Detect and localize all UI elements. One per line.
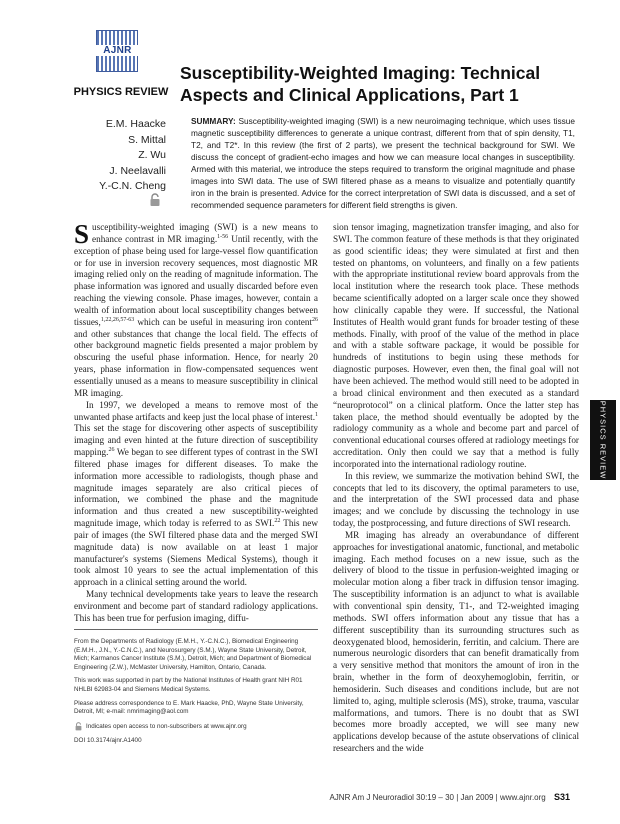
abstract	[191, 115, 575, 211]
page-number: S31	[553, 792, 570, 802]
text-run: and other substances that change the local field. The effects of other background magnetic fields presented a major problem by obscuring the useful phase information. Hence, for nearly 20 years, phase information in flow-compensated sequences went essentially unused as a means to measure susceptibility in clinical MR imaging.	[74, 328, 318, 398]
author: J. Neelavalli	[109, 164, 166, 177]
text-run: This set the stage for discovering other aspects of susceptibility imaging and even hinted at the future direction of susceptibility mapping.	[74, 423, 318, 458]
title-line-2: Aspects and Clinical Applications, Part 1	[180, 85, 519, 105]
citation: 26	[108, 446, 115, 453]
text-run: usceptibility-weighted imaging (SWI) is a new means to enhance contrast in MR imaging.	[92, 222, 318, 244]
citation: 1	[315, 411, 318, 418]
author: Z. Wu	[138, 149, 166, 161]
article-title	[180, 62, 580, 106]
citation: 26	[312, 316, 318, 323]
section-side-tab	[590, 400, 616, 480]
author: Y.-C.N. Cheng	[99, 180, 166, 192]
body-column-left	[74, 219, 319, 625]
section-label: PHYSICS REVIEW	[73, 86, 169, 98]
abstract-label: SUMMARY:	[191, 116, 236, 126]
paragraph: sion tensor imaging, magnetization transfer imaging, and also for SWI. The common feature of these methods is that they originated as good scientific ideas; they were simulated at first and then tested on phantoms, on volunteers, and finally on a few patients with the appropriate institutional review board approvals from the local institution where the research took place. These methods became scientifically adopted on a larger scale once they showed how clinically capable they were. If successful, the National Institutes of Health would grant funds for broader testing of these methods. Finally, with proof of the value of the method in place and with a stable software package, it would be possible for hundreds of institutions to begin using these methods for diagnostic purposes. However, even then, the final goal will not have been achieved. The method would still need to be adopted in a broad clinical environment and then executed as a standard “neuroprotocol” on a clinical platform. Once the latter step has taken place, the method should eventually be adopted by the radiology community as a whole and become part and parcel of conventional educational courses offered at radiology meetings for accreditation. Only then could we say that a method is fully incorporated into the international radiology routine.	[333, 222, 579, 469]
citation: 1,22,26,57-63	[100, 316, 135, 323]
open-access-lock-icon	[74, 722, 83, 731]
paragraph	[74, 400, 318, 590]
title-line-1: Susceptibility-Weighted Imaging: Technical	[180, 63, 541, 83]
affiliations-note: From the Departments of Radiology (E.M.H., Y.-C.N.C.), Biomedical Engineering (E.M.H., J.N., Y.-C.N.C.), and Neurosurgery (S.M.), Wayne State University, Detroit, Mich; Karmanos Cancer Institute (S.M.), Detroit, Mich; and Department of Biomedical Engineering (Z.W.), McMaster University, Hamilton, Ontario, Canada.	[74, 638, 312, 671]
journal-footer	[329, 792, 570, 802]
paragraph: In this review, we summarize the motivation behind SWI, the concepts that led to its discovery, the optimal parameters to use, and the interpretation of the SWI processed data and phase images; and we conclude by discussing the technology in use today, the postprocessing, and future directions of SWI research.	[333, 470, 579, 529]
citation: 22	[274, 518, 281, 525]
correspondence-note: Please address correspondence to E. Mark Haacke, PhD, Wayne State University, Detroit, MI; e-mail: nmrimaging@aol.com	[74, 699, 304, 716]
abstract-text: Susceptibility-weighted imaging (SWI) is a new neuroimaging technique, which uses tissue magnetic susceptibility differences to generate a unique contrast, different from that of spin density, T1, T2, and T2*. In this review (the first of 2 parts), we present the technical background for SWI. We discuss the concept of gradient-echo images and how we can measure local changes in susceptibility. Armed with this material, we introduce the steps required to transform the original magnitude and phase images into SWI data. The use of SWI filtered phase as a means to visualize and potentially quantify iron in the brain is presented. Advice for the correct interpretation of SWI data is discussed, and a set of recommended sequence parameters for different field strengths is given.	[191, 116, 575, 210]
side-tab-label: PHYSICS REVIEW	[598, 400, 608, 480]
text-run: This new pair of images (the SWI filtered phase data and the merged SWI magnitude data) is now available on at least 1 major manufacturer's systems (Siemens Medical Systems), though it took almost 10 years to see the actual implementation of this approach in a clinical setting around the world.	[74, 518, 318, 588]
journal-logo-text: AJNR	[96, 45, 139, 56]
paragraph	[74, 219, 319, 400]
text-run: which can be useful in measuring iron content	[134, 316, 312, 327]
author: S. Mittal	[128, 133, 166, 146]
footnote-divider	[74, 629, 318, 630]
author: E.M. Haacke	[105, 118, 166, 130]
text-run: We began to see different types of contrast in the SWI filtered phase images for different diseases. To make the information more accessible to radiologists, though phase and magnitude images separately are also critical pieces of information, we combined the phase and the magnitude information and thus created a new susceptibility-weighted magnitude image, which today is referred to as SWI.	[74, 447, 318, 529]
author-list	[99, 117, 166, 195]
open-access-note	[74, 722, 320, 732]
paragraph: MR imaging has already an overabundance of different approaches for investigational anatomic, functional, and metabolic imaging. Each method focuses on a new issue, such as the delivery of blood to the tissue in perfusion-weighted imaging or molecular motion along a fiber track in diffusion tensor imaging. The susceptibility information is an adjunct to what is available with conventional spin density, T1-, and T2-weighted imaging methods. SWI offers information about any tissue that has a different susceptibility than its surrounding structures such as deoxygenated blood, hemosiderin, ferritin, and calcium. There are numerous neurologic disorders that can benefit dramatically from a very sensitive method that monitors the amount of iron in the brain, whether in the form of deoxyhemoglobin, ferritin, or hemosiderin. Such diseases and conditions include, but are not limited to, aging, multiple sclerosis (MS), stroke, trauma, vascular malformations, and tumors. There is no doubt that as SWI becomes more broadly accepted, we will see many new applications develop because of the astute observations of clinical researchers and the wide	[333, 529, 579, 754]
paragraph: Many technical developments take years to leave the research environment and become part of standard radiology applications. This has been true for perfusion imaging, diffu-	[74, 589, 318, 623]
drop-cap: S	[74, 219, 90, 249]
body-column-right	[333, 222, 579, 755]
text-run: In 1997, we developed a means to remove most of the unwanted phase artifacts and keep just the local phase of interest.	[74, 399, 318, 422]
doi: DOI 10.3174/ajnr.A1400	[74, 736, 142, 744]
text-run: Until recently, with the exception of phase being used for large-vessel flow quantification or for use in inversion recovery sequences, most diagnostic MR imaging relied only on the reading of magnitude information. The phase information was ignored and usually discarded before even reaching the viewing console. Phase images, however, contain a wealth of information about local susceptibility changes between tissues,	[74, 233, 319, 327]
citation: 1-56	[217, 233, 229, 240]
footnotes	[74, 638, 320, 750]
journal-citation: AJNR Am J Neuroradiol 30:19 – 30 | Jan 2009 | www.ajnr.org	[329, 793, 546, 802]
funding-note: This work was supported in part by the National Institutes of Health grant NIH R01 NHLBI 62983-04 and Siemens Medical Systems.	[74, 677, 303, 693]
open-access-text: Indicates open access to non-subscribers at www.ajnr.org	[86, 722, 247, 730]
open-access-lock-icon	[148, 193, 162, 207]
